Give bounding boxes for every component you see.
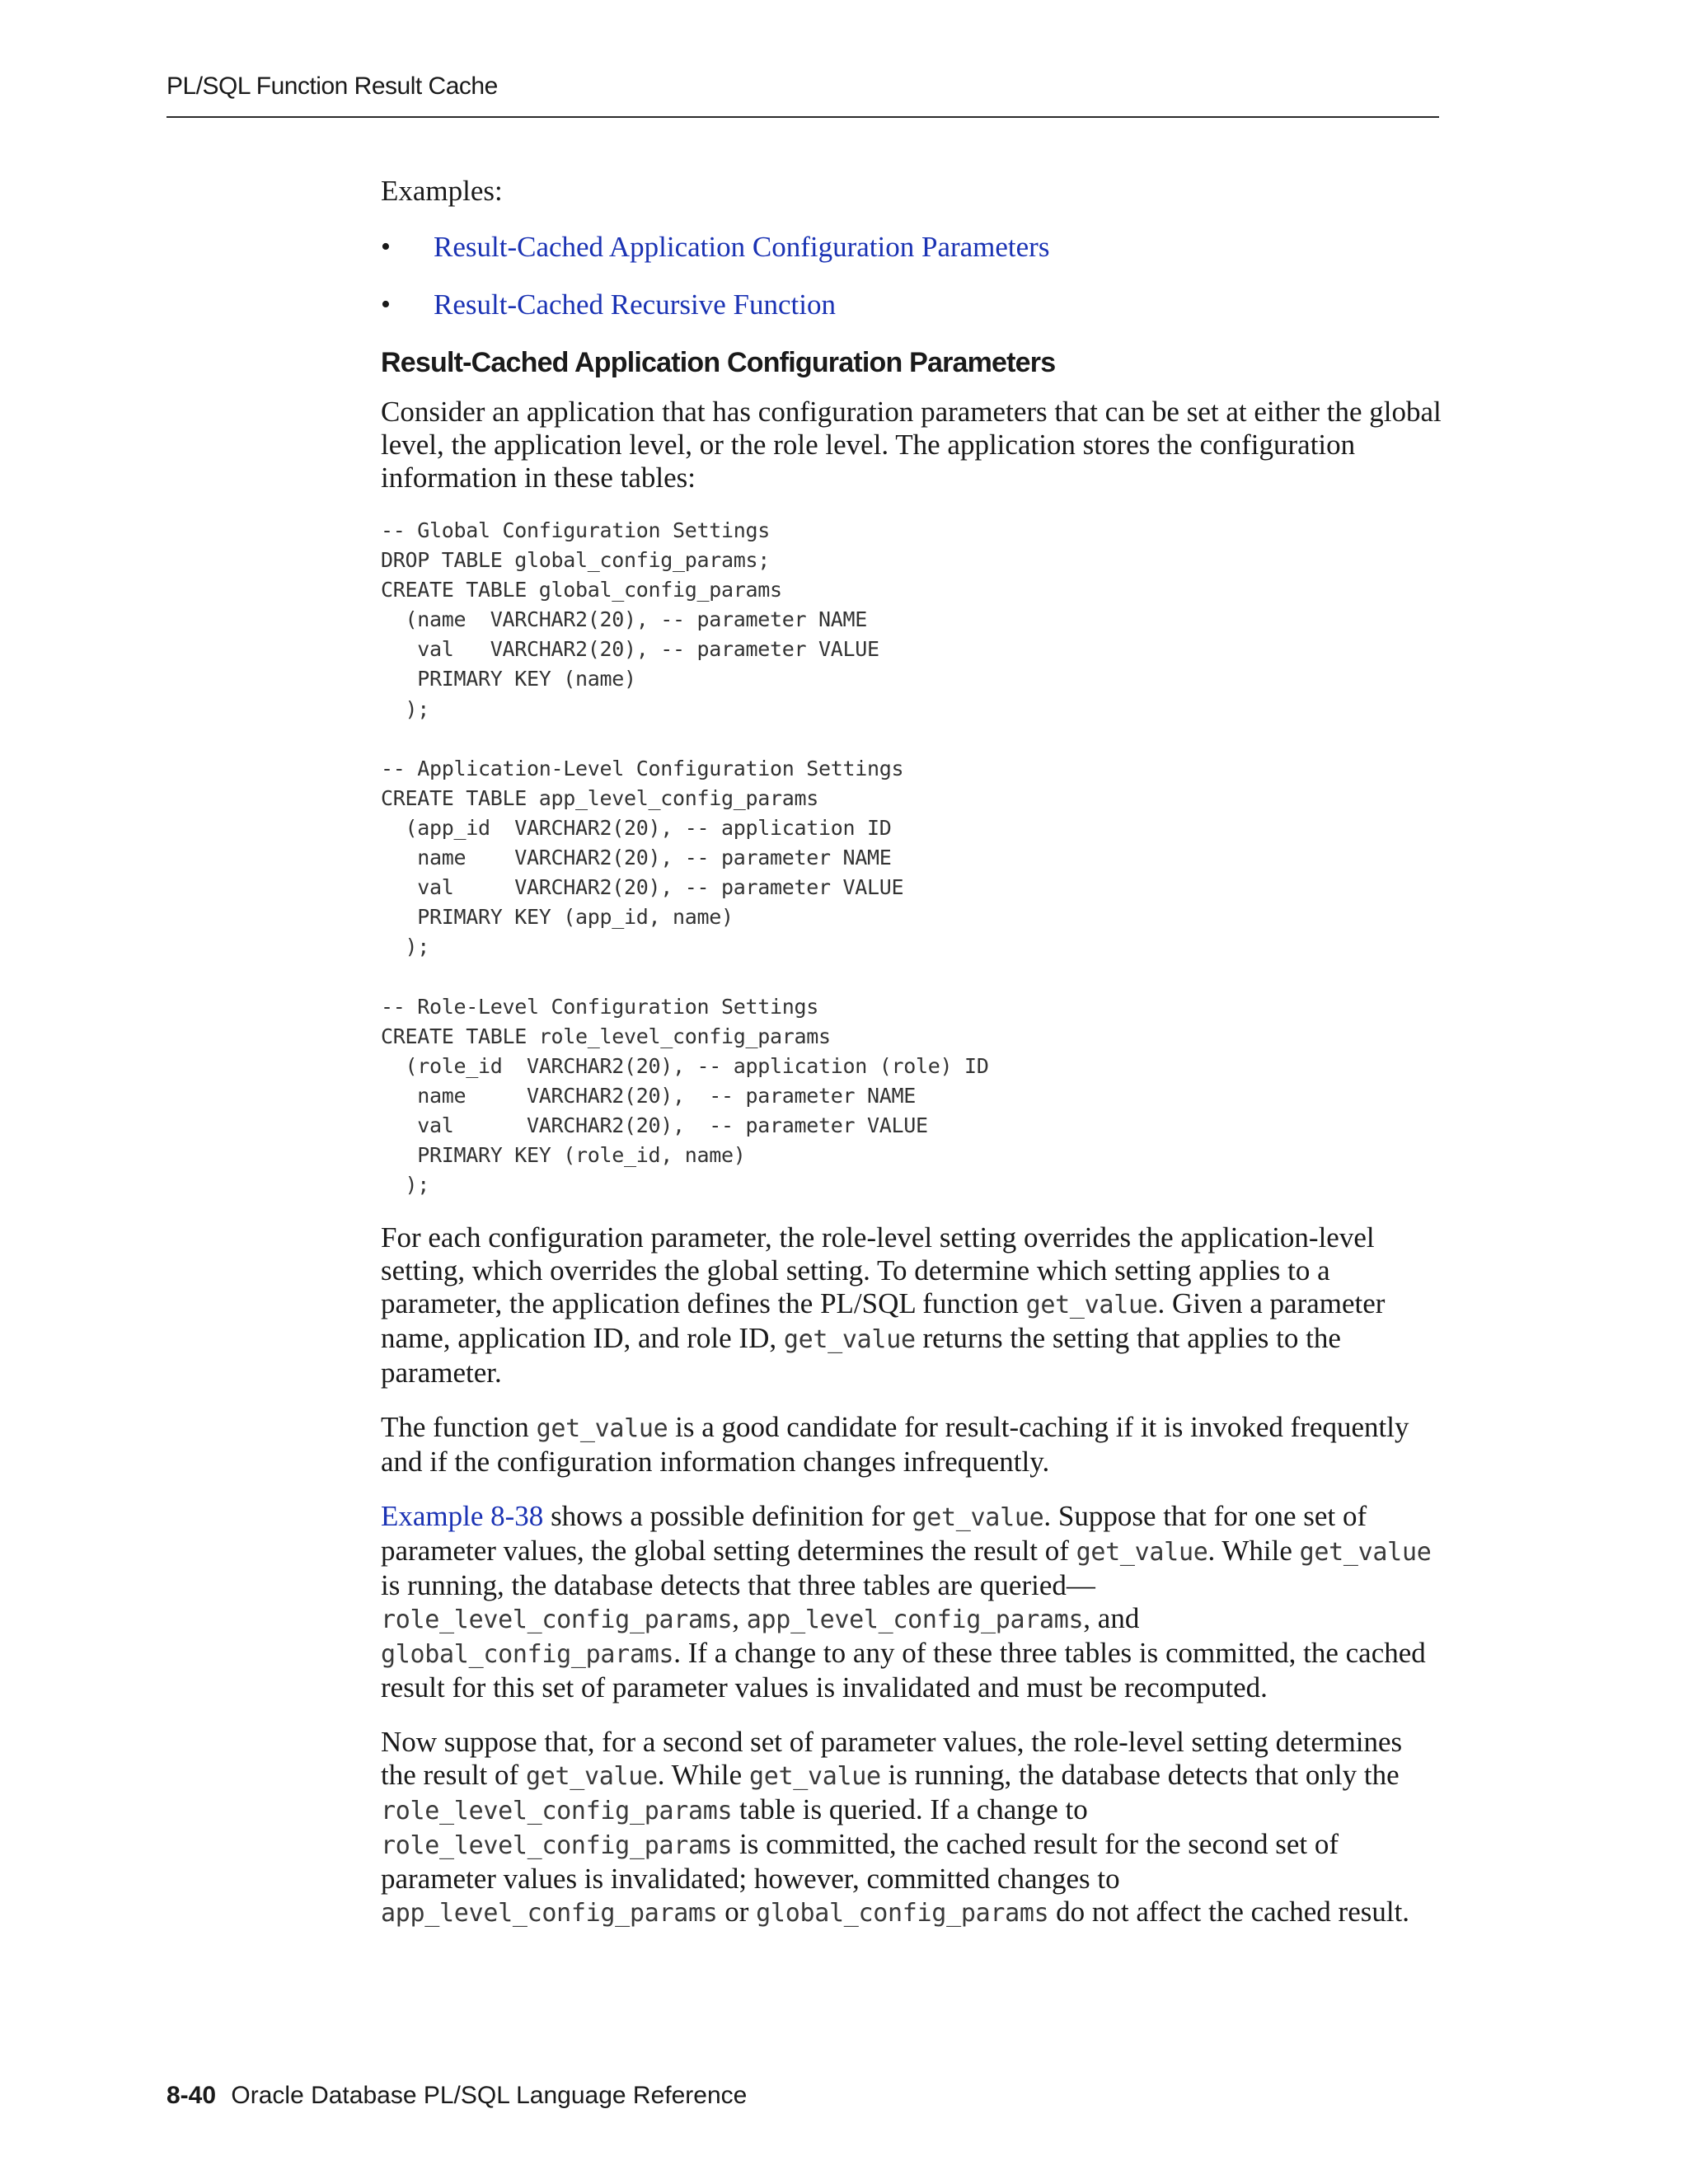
text-run: . If a change to any of these three tables is committed, the cached result for this set of parameter values is invalidated and must be recomputed. <box>381 1637 1426 1704</box>
inline-code: app_level_config_params <box>746 1605 1084 1635</box>
section-heading: Result-Cached Application Configuration Parameters <box>381 347 1056 378</box>
text-run: do not affect the cached result. <box>1048 1896 1410 1929</box>
inline-code: role_level_config_params <box>381 1605 733 1635</box>
page-footer <box>166 2082 747 2110</box>
override-paragraph <box>381 1221 1444 1390</box>
text-run: The function <box>381 1411 537 1444</box>
header-divider <box>166 116 1439 118</box>
inline-code: global_config_params <box>756 1899 1049 1929</box>
page-content <box>381 175 1444 1930</box>
inline-code: get_value <box>748 1762 881 1792</box>
text-run: . Given a parameter name, application ID, and role ID, <box>381 1287 1386 1355</box>
list-item <box>381 231 1444 264</box>
global-setting-paragraph <box>381 1500 1444 1704</box>
text-run: or <box>717 1896 757 1929</box>
code-example: -- Global Configuration Settings DROP TABLE global_config_params; CREATE TABLE global_config_params (name VARCHAR2(20), -- parameter NAME val VARCHAR2(20), -- parameter VALUE PRIMARY KEY (name) ); -- Application-Level Configuration Settings CREATE TABLE app_level_config_params (app_id VARCHAR2(20), -- application ID name VARCHAR2(20), -- parameter NAME val VARCHAR2(20), -- parameter VALUE PRIMARY KEY (app_id, name) ); -- Role-Level Configuration Settings CREATE TABLE role_level_config_params (role_id VARCHAR2(20), -- application (role) ID name VARCHAR2(20), -- parameter NAME val VARCHAR2(20), -- parameter VALUE PRIMARY KEY (role_id, name) ); <box>381 518 989 1197</box>
text-run: , <box>732 1602 747 1635</box>
running-header: PL/SQL Function Result Cache <box>166 73 498 100</box>
inline-code: get_value <box>1025 1291 1158 1320</box>
inline-code: get_value <box>1076 1538 1208 1568</box>
examples-label: Examples: <box>381 175 503 207</box>
inline-code: get_value <box>1299 1538 1432 1568</box>
page-number: 8-40 <box>166 2082 217 2109</box>
inline-code: app_level_config_params <box>381 1899 718 1929</box>
text-run: is running, the database detects that three tables are queried— <box>381 1569 1095 1602</box>
list-item <box>381 288 1444 321</box>
inline-code: get_value <box>912 1503 1044 1533</box>
text-run: . While <box>657 1759 749 1792</box>
text-run: table is queried. If a change to <box>732 1793 1088 1826</box>
text-run: is a good candidate for result-caching if it is invoked frequently and if the configuration information changes infrequently. <box>381 1411 1409 1479</box>
text-run: . Suppose that for one set of parameter values, the global setting determines the result of <box>381 1500 1367 1568</box>
intro-paragraph: Consider an application that has configuration parameters that can be set at either the global level, the application level, or the role level. The application stores the configuration information in these tables: <box>381 396 1442 494</box>
text-run: Now suppose that, for a second set of parameter values, the role-level setting determines the result of <box>381 1726 1403 1792</box>
inline-code: get_value <box>536 1414 668 1444</box>
link-app-config-params[interactable]: Result-Cached Application Configuration Parameters <box>434 231 1050 263</box>
text-run: is committed, the cached result for the second set of parameter values is invalidated; however, committed changes to <box>381 1828 1339 1896</box>
inline-code: global_config_params <box>381 1640 674 1670</box>
role-setting-paragraph <box>381 1726 1444 1930</box>
inline-code: role_level_config_params <box>381 1797 733 1826</box>
text-run: For each configuration parameter, the role-level setting overrides the application-level setting, which overrides the global setting. To determine which setting applies to a parameter, the application defines the PL/SQL function <box>381 1221 1375 1320</box>
book-title: Oracle Database PL/SQL Language Reference <box>231 2082 748 2109</box>
text-run: shows a possible definition for <box>543 1500 912 1533</box>
inline-code: get_value <box>783 1325 916 1355</box>
link-recursive-function[interactable]: Result-Cached Recursive Function <box>434 288 836 321</box>
text-run: . While <box>1207 1535 1300 1568</box>
example-links-list <box>381 231 1444 321</box>
candidate-paragraph <box>381 1411 1444 1479</box>
text-run: , and <box>1083 1602 1140 1635</box>
text-run: returns the setting that applies to the parameter. <box>381 1322 1341 1390</box>
inline-code: role_level_config_params <box>381 1831 733 1861</box>
inline-code: get_value <box>525 1762 658 1792</box>
bullet-icon: • <box>381 289 391 320</box>
bullet-icon: • <box>381 232 391 262</box>
text-run: is running, the database detects that only the <box>880 1759 1400 1792</box>
link-example-8-38[interactable]: Example 8-38 <box>381 1500 544 1533</box>
